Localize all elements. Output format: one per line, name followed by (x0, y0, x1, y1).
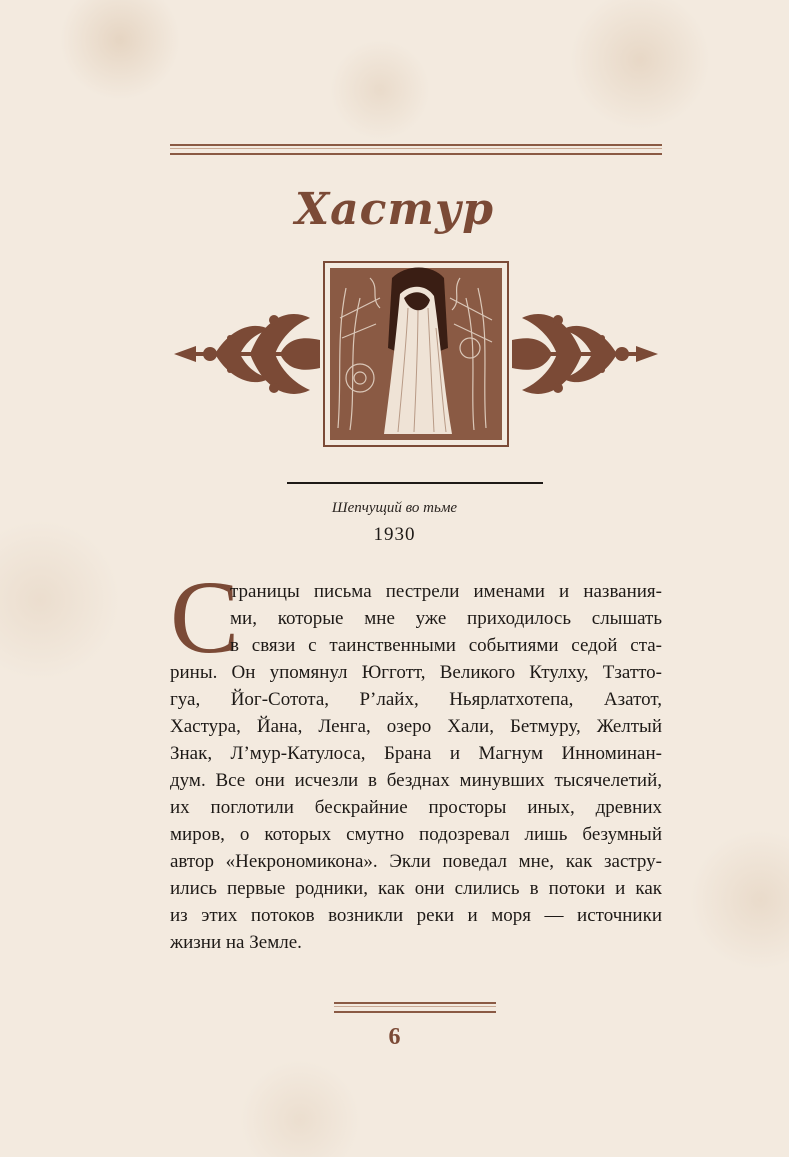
text-line: жизни на Земле. (170, 932, 302, 953)
text-line: Хастура, Йана, Ленга, озеро Хали, Бетмуру, Желтый (170, 716, 662, 737)
text-line: в связи с таинственными событиями седой ста- (230, 635, 662, 656)
title-separator-line (287, 482, 543, 484)
text-line: гуа, Йог-Сотота, Р’лайх, Ньярлатхотепа, Азатот, (170, 689, 662, 710)
top-double-rule (170, 144, 662, 155)
text-line: автор «Некрономикона». Экли поведал мне, как застру- (170, 851, 662, 872)
hooded-figure-engraving-icon (324, 262, 508, 446)
drop-cap-letter: С (170, 560, 240, 675)
chapter-title: Хастур (294, 184, 495, 235)
text-line: миров, о которых смутно подозревал лишь безумный (170, 824, 662, 845)
page-number: 6 (388, 1024, 401, 1050)
text-line: рины. Он упомянул Югготт, Великого Ктулху, Тзатто- (170, 662, 662, 683)
text-line: их поглотили бескрайние просторы иных, древних (170, 797, 662, 818)
story-subtitle: Шепчущий во тьме (331, 500, 458, 516)
text-line: ились первые родники, как они слились в потоки и как (170, 878, 662, 899)
text-line: траницы письма пестрели именами и названия- (230, 581, 662, 602)
bottom-double-rule (334, 1002, 496, 1013)
text-line: из этих потоков возникли реки и моря — источники (170, 905, 662, 926)
story-year: 1930 (373, 524, 416, 545)
text-line: дум. Все они исчезли в безднах минувших тысячелетий, (170, 770, 662, 791)
chapter-ornament (170, 258, 662, 448)
left-flourish-icon (174, 314, 320, 394)
right-flourish-icon (512, 314, 658, 394)
text-line: ми, которые мне уже приходилось слышать (230, 608, 662, 629)
text-line: Знак, Л’мур-Катулоса, Брана и Магнум Инноминан- (170, 743, 662, 764)
